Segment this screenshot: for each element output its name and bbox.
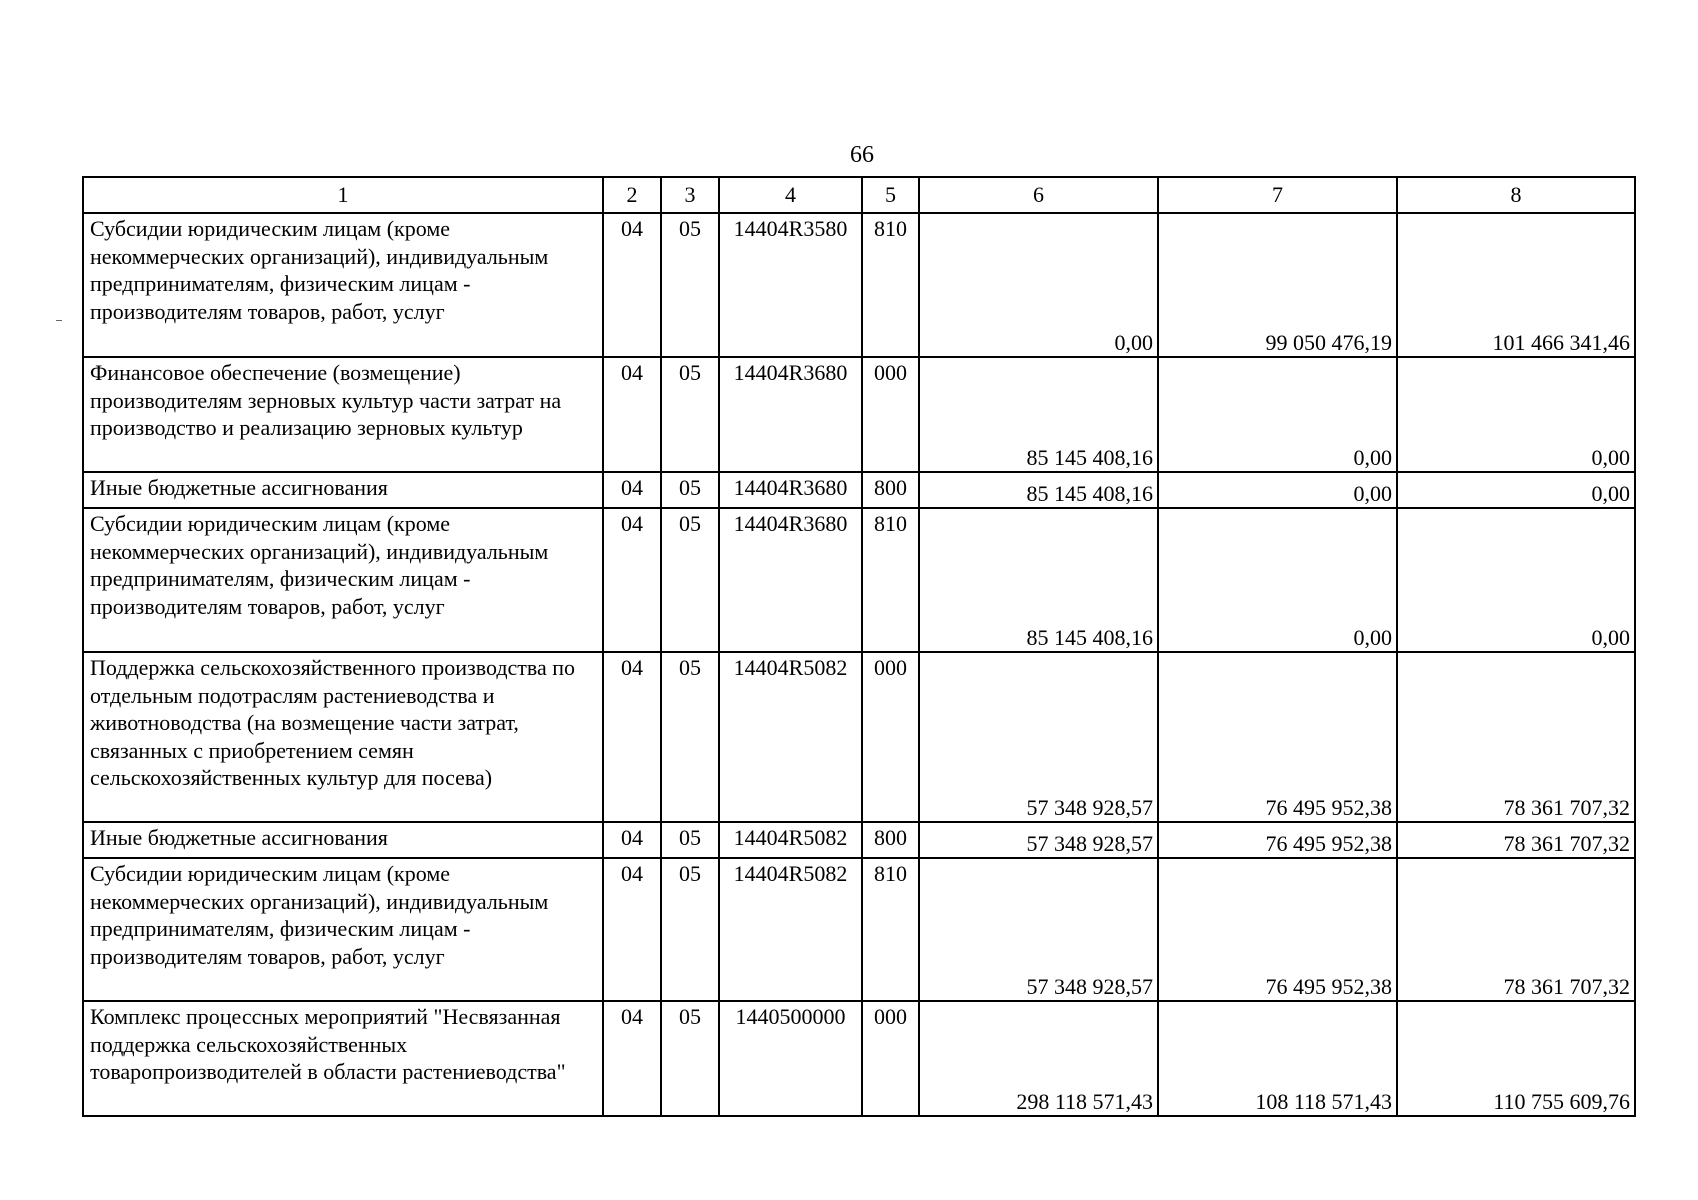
subsection-code-cell: 05 [661,508,719,652]
amount-cell: 0,00 [1397,508,1635,652]
column-header: 5 [862,177,919,213]
expense-type-cell: 000 [862,652,919,822]
expense-type-cell: 000 [862,357,919,472]
section-code-cell: 04 [603,1001,661,1116]
expense-type-cell: 800 [862,822,919,858]
target-article-cell: 14404R3680 [719,472,862,508]
target-article-cell: 14404R3680 [719,508,862,652]
section-code-cell: 04 [603,472,661,508]
amount-cell: 76 495 952,38 [1158,652,1397,822]
section-code-cell: 04 [603,213,661,357]
amount-cell: 0,00 [1397,472,1635,508]
column-header: 4 [719,177,862,213]
target-article-cell: 14404R3680 [719,357,862,472]
column-header: 3 [661,177,719,213]
subsection-code-cell: 05 [661,213,719,357]
amount-cell: 0,00 [1158,508,1397,652]
amount-cell: 101 466 341,46 [1397,213,1635,357]
amount-cell: 57 348 928,57 [919,822,1158,858]
subsection-code-cell: 05 [661,472,719,508]
amount-cell: 85 145 408,16 [919,357,1158,472]
amount-cell: 78 361 707,32 [1397,652,1635,822]
page-number: 66 [850,142,874,168]
section-code-cell: 04 [603,822,661,858]
section-code-cell: 04 [603,858,661,1001]
scan-mark [56,320,62,321]
expense-type-cell: 810 [862,508,919,652]
column-header: 1 [83,177,603,213]
subsection-code-cell: 05 [661,652,719,822]
amount-cell: 298 118 571,43 [919,1001,1158,1116]
amount-cell: 57 348 928,57 [919,652,1158,822]
target-article-cell: 14404R5082 [719,822,862,858]
amount-cell: 0,00 [1158,472,1397,508]
amount-cell: 110 755 609,76 [1397,1001,1635,1116]
table-row [83,357,1635,472]
column-header: 7 [1158,177,1397,213]
amount-cell: 57 348 928,57 [919,858,1158,1001]
section-code-cell: 04 [603,652,661,822]
subsection-code-cell: 05 [661,822,719,858]
row-name-cell: Субсидии юридическим лицам (кроме некоммерческих организаций), индивидуальным предпринимателям, физическим лицам - производителям товаров, работ, услуг [83,508,603,652]
table-row [83,213,1635,357]
subsection-code-cell: 05 [661,1001,719,1116]
section-code-cell: 04 [603,357,661,472]
table-row [83,822,1635,858]
amount-cell: 0,00 [919,213,1158,357]
row-name-cell: Иные бюджетные ассигнования [83,472,603,508]
table-row [83,1001,1635,1116]
amount-cell: 85 145 408,16 [919,508,1158,652]
budget-table [82,176,1636,1117]
target-article-cell: 14404R5082 [719,652,862,822]
table-row [83,858,1635,1001]
amount-cell: 85 145 408,16 [919,472,1158,508]
table-row [83,508,1635,652]
amount-cell: 76 495 952,38 [1158,858,1397,1001]
amount-cell: 78 361 707,32 [1397,822,1635,858]
target-article-cell: 14404R3580 [719,213,862,357]
subsection-code-cell: 05 [661,858,719,1001]
expense-type-cell: 000 [862,1001,919,1116]
column-header: 2 [603,177,661,213]
target-article-cell: 14404R5082 [719,858,862,1001]
expense-type-cell: 810 [862,858,919,1001]
amount-cell: 76 495 952,38 [1158,822,1397,858]
expense-type-cell: 800 [862,472,919,508]
table-row [83,472,1635,508]
row-name-cell: Иные бюджетные ассигнования [83,822,603,858]
column-header: 6 [919,177,1158,213]
table-row [83,652,1635,822]
amount-cell: 78 361 707,32 [1397,858,1635,1001]
expense-type-cell: 810 [862,213,919,357]
subsection-code-cell: 05 [661,357,719,472]
row-name-cell: Финансовое обеспечение (возмещение) производителям зерновых культур части затрат на производство и реализацию зерновых культур [83,357,603,472]
amount-cell: 0,00 [1397,357,1635,472]
amount-cell: 0,00 [1158,357,1397,472]
amount-cell: 99 050 476,19 [1158,213,1397,357]
row-name-cell: Комплекс процессных мероприятий "Несвязанная поддержка сельскохозяйственных товаропроизводителей в области растениеводства" [83,1001,603,1116]
target-article-cell: 1440500000 [719,1001,862,1116]
table-header-row [83,177,1635,213]
amount-cell: 108 118 571,43 [1158,1001,1397,1116]
row-name-cell: Поддержка сельскохозяйственного производства по отдельным подотраслям растениеводства и животноводства (на возмещение части затрат, связанных с приобретением семян сельскохозяйственных культур для посева) [83,652,603,822]
row-name-cell: Субсидии юридическим лицам (кроме некоммерческих организаций), индивидуальным предпринимателям, физическим лицам - производителям товаров, работ, услуг [83,213,603,357]
row-name-cell: Субсидии юридическим лицам (кроме некоммерческих организаций), индивидуальным предпринимателям, физическим лицам - производителям товаров, работ, услуг [83,858,603,1001]
section-code-cell: 04 [603,508,661,652]
column-header: 8 [1397,177,1635,213]
